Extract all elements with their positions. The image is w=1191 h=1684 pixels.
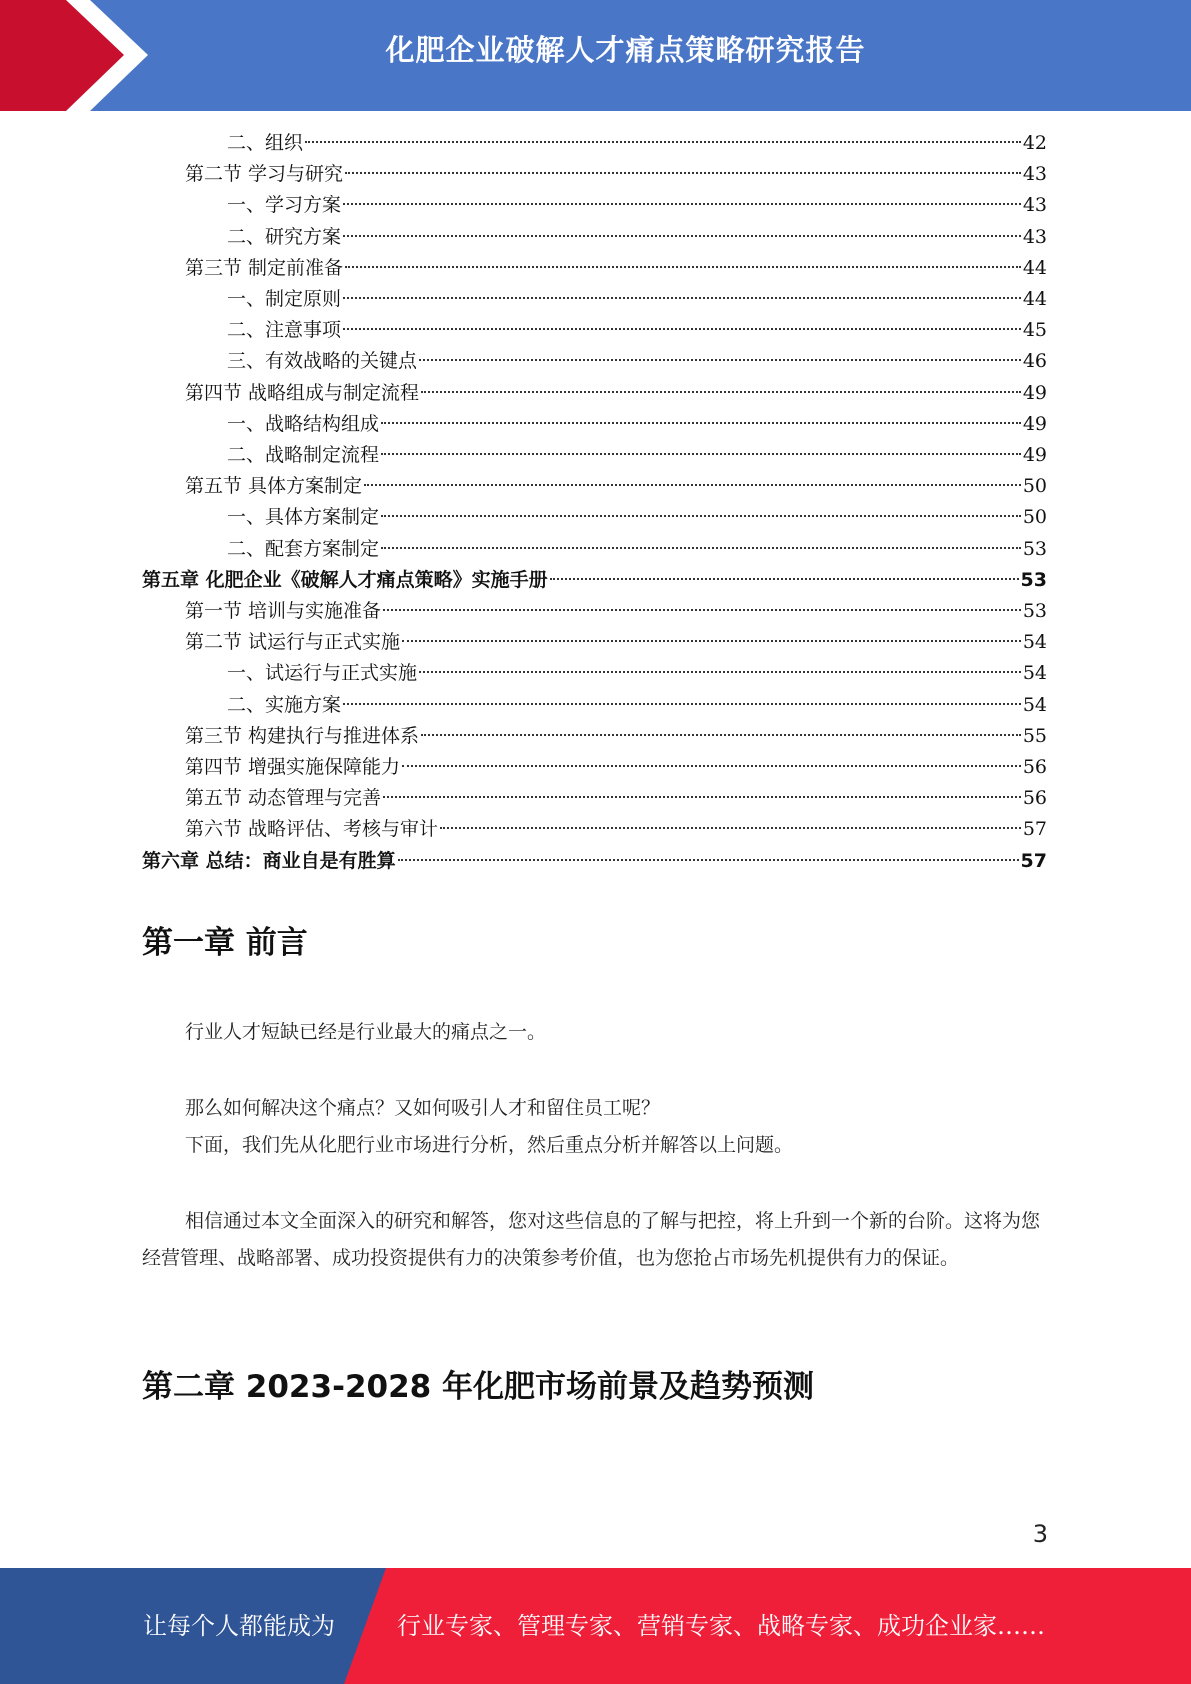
toc-subsection-entry[interactable] bbox=[227, 658, 1047, 689]
toc-subsection-entry[interactable] bbox=[227, 128, 1047, 159]
toc-dot-leader bbox=[383, 796, 1021, 798]
toc-section-entry[interactable] bbox=[185, 814, 1047, 845]
toc-dot-leader bbox=[398, 859, 1019, 861]
toc-entry-text: 第四节 增强实施保障能力 bbox=[185, 756, 401, 778]
toc-dot-leader bbox=[550, 578, 1019, 580]
toc-dot-leader bbox=[343, 328, 1021, 330]
toc-dot-leader bbox=[381, 453, 1021, 455]
toc-dot-leader bbox=[381, 547, 1021, 549]
toc-dot-leader bbox=[402, 765, 1021, 767]
toc-chapter-entry[interactable] bbox=[142, 846, 1047, 877]
toc-page-number: 57 bbox=[1020, 849, 1047, 872]
toc-dot-leader bbox=[383, 609, 1021, 611]
toc-entry-text: 第一节 培训与实施准备 bbox=[185, 600, 382, 622]
toc-subsection-entry[interactable] bbox=[227, 315, 1047, 346]
toc-entry-text: 第二节 学习与研究 bbox=[185, 163, 344, 186]
toc-page-number: 54 bbox=[1022, 631, 1047, 654]
toc-chapter-entry[interactable] bbox=[142, 565, 1047, 596]
toc-page-number: 53 bbox=[1022, 537, 1047, 560]
toc-entry-text: 二、配套方案制定 bbox=[227, 537, 380, 560]
toc-dot-leader bbox=[421, 391, 1021, 393]
toc-subsection-entry[interactable] bbox=[227, 346, 1047, 377]
toc-section-entry[interactable] bbox=[185, 253, 1047, 284]
toc-dot-leader bbox=[402, 640, 1021, 642]
toc-entry-text: 第三节 构建执行与推进体系 bbox=[185, 724, 420, 747]
toc-entry-text: 二、组织 bbox=[227, 132, 304, 154]
toc-page-number: 53 bbox=[1022, 600, 1047, 622]
toc-section-entry[interactable] bbox=[185, 783, 1047, 814]
toc-entry-text: 一、战略结构组成 bbox=[227, 412, 380, 435]
toc-section-entry[interactable] bbox=[185, 471, 1047, 502]
toc-subsection-entry[interactable] bbox=[227, 534, 1047, 565]
paragraph: 行业人才短缺已经是行业最大的痛点之一。 bbox=[185, 1021, 547, 1043]
toc-page-number: 53 bbox=[1020, 568, 1047, 591]
toc-dot-leader bbox=[419, 359, 1021, 361]
toc-entry-text: 一、试运行与正式实施 bbox=[227, 662, 418, 685]
toc-entry-text: 第五章 化肥企业《破解人才痛点策略》实施手册 bbox=[142, 568, 548, 591]
toc-page-number: 54 bbox=[1022, 693, 1047, 716]
page-number: 3 bbox=[1032, 1520, 1048, 1548]
toc-page-number: 50 bbox=[1022, 506, 1047, 529]
toc-page-number: 50 bbox=[1022, 475, 1047, 498]
toc-entry-text: 第三节 制定前准备 bbox=[185, 256, 344, 279]
footer-slogan-left: 让每个人都能成为 bbox=[143, 1612, 335, 1640]
toc-dot-leader bbox=[381, 515, 1021, 517]
toc-dot-leader bbox=[440, 827, 1021, 829]
toc-entry-text: 第五节 动态管理与完善 bbox=[185, 787, 382, 810]
toc-subsection-entry[interactable] bbox=[227, 440, 1047, 471]
toc-dot-leader bbox=[305, 141, 1021, 143]
paragraph: 相信通过本文全面深入的研究和解答，您对这些信息的了解与把控，将上升到一个新的台阶。这将为您经营管理、战略部署、成功投资提供有力的决策参考价值，也为您抢占市场先机提供有力的保证。 bbox=[142, 1210, 1041, 1269]
toc-page-number: 45 bbox=[1022, 319, 1047, 342]
footer-slogan-right: 行业专家、管理专家、营销专家、战略专家、成功企业家…… bbox=[397, 1612, 1045, 1640]
toc-page-number: 43 bbox=[1022, 163, 1047, 186]
toc-section-entry[interactable] bbox=[185, 596, 1047, 627]
paragraph: 下面，我们先从化肥行业市场进行分析，然后重点分析并解答以上问题。 bbox=[185, 1134, 794, 1156]
toc-page-number: 54 bbox=[1022, 662, 1047, 685]
paragraph: 那么如何解决这个痛点？又如何吸引人才和留住员工呢？ bbox=[185, 1097, 661, 1119]
toc-section-entry[interactable] bbox=[185, 159, 1047, 190]
toc-subsection-entry[interactable] bbox=[227, 690, 1047, 721]
toc-dot-leader bbox=[419, 671, 1021, 673]
toc-entry-text: 一、学习方案 bbox=[227, 194, 342, 217]
toc-subsection-entry[interactable] bbox=[227, 190, 1047, 221]
toc-entry-text: 第四节 战略组成与制定流程 bbox=[185, 381, 420, 404]
toc-entry-text: 第五节 具体方案制定 bbox=[185, 475, 363, 498]
toc-entry-text: 第六章 总结：商业自是有胜算 bbox=[142, 849, 396, 872]
toc-page-number: 55 bbox=[1022, 724, 1047, 747]
toc-section-entry[interactable] bbox=[185, 627, 1047, 658]
toc-entry-text: 二、战略制定流程 bbox=[227, 444, 380, 466]
toc-section-entry[interactable] bbox=[185, 721, 1047, 752]
chapter-2-title: 第二章 2023-2028 年化肥市场前景及趋势预测 bbox=[142, 1369, 815, 1405]
page-footer bbox=[0, 1568, 1191, 1684]
toc-dot-leader bbox=[343, 297, 1021, 299]
toc-dot-leader bbox=[343, 235, 1021, 237]
toc-entry-text: 三、有效战略的关键点 bbox=[227, 350, 418, 373]
toc-section-entry[interactable] bbox=[185, 378, 1047, 409]
page-header bbox=[0, 0, 1191, 111]
toc-dot-leader bbox=[345, 266, 1021, 268]
toc-page-number: 42 bbox=[1022, 132, 1047, 154]
toc-entry-text: 二、实施方案 bbox=[227, 693, 342, 716]
toc-dot-leader bbox=[421, 734, 1021, 736]
toc-dot-leader bbox=[364, 484, 1021, 486]
toc-entry-text: 一、制定原则 bbox=[227, 288, 342, 310]
toc-subsection-entry[interactable] bbox=[227, 222, 1047, 253]
toc-dot-leader bbox=[345, 172, 1021, 174]
toc-page-number: 49 bbox=[1022, 444, 1047, 466]
toc-page-number: 44 bbox=[1022, 288, 1047, 310]
toc-page-number: 57 bbox=[1022, 818, 1047, 841]
toc-section-entry[interactable] bbox=[185, 752, 1047, 783]
toc-page-number: 43 bbox=[1022, 225, 1047, 248]
toc-page-number: 43 bbox=[1022, 194, 1047, 217]
toc-dot-leader bbox=[343, 203, 1021, 205]
toc-dot-leader bbox=[343, 703, 1021, 705]
report-title: 化肥企业破解人才痛点策略研究报告 bbox=[385, 33, 866, 67]
toc-entry-text: 二、研究方案 bbox=[227, 225, 342, 248]
toc-entry-text: 二、注意事项 bbox=[227, 319, 342, 342]
toc-subsection-entry[interactable] bbox=[227, 502, 1047, 533]
chapter-1-title: 第一章 前言 bbox=[142, 925, 308, 961]
toc-page-number: 44 bbox=[1022, 256, 1047, 279]
toc-subsection-entry[interactable] bbox=[227, 284, 1047, 315]
toc-entry-text: 第六节 战略评估、考核与审计 bbox=[185, 818, 439, 841]
toc-entry-text: 一、具体方案制定 bbox=[227, 506, 380, 529]
toc-page-number: 46 bbox=[1022, 350, 1047, 373]
toc-page-number: 56 bbox=[1022, 787, 1047, 810]
toc-subsection-entry[interactable] bbox=[227, 409, 1047, 440]
toc-page-number: 49 bbox=[1022, 381, 1047, 404]
toc-page-number: 56 bbox=[1022, 756, 1047, 778]
toc-dot-leader bbox=[381, 422, 1021, 424]
toc-page-number: 49 bbox=[1022, 412, 1047, 435]
toc-entry-text: 第二节 试运行与正式实施 bbox=[185, 631, 401, 654]
